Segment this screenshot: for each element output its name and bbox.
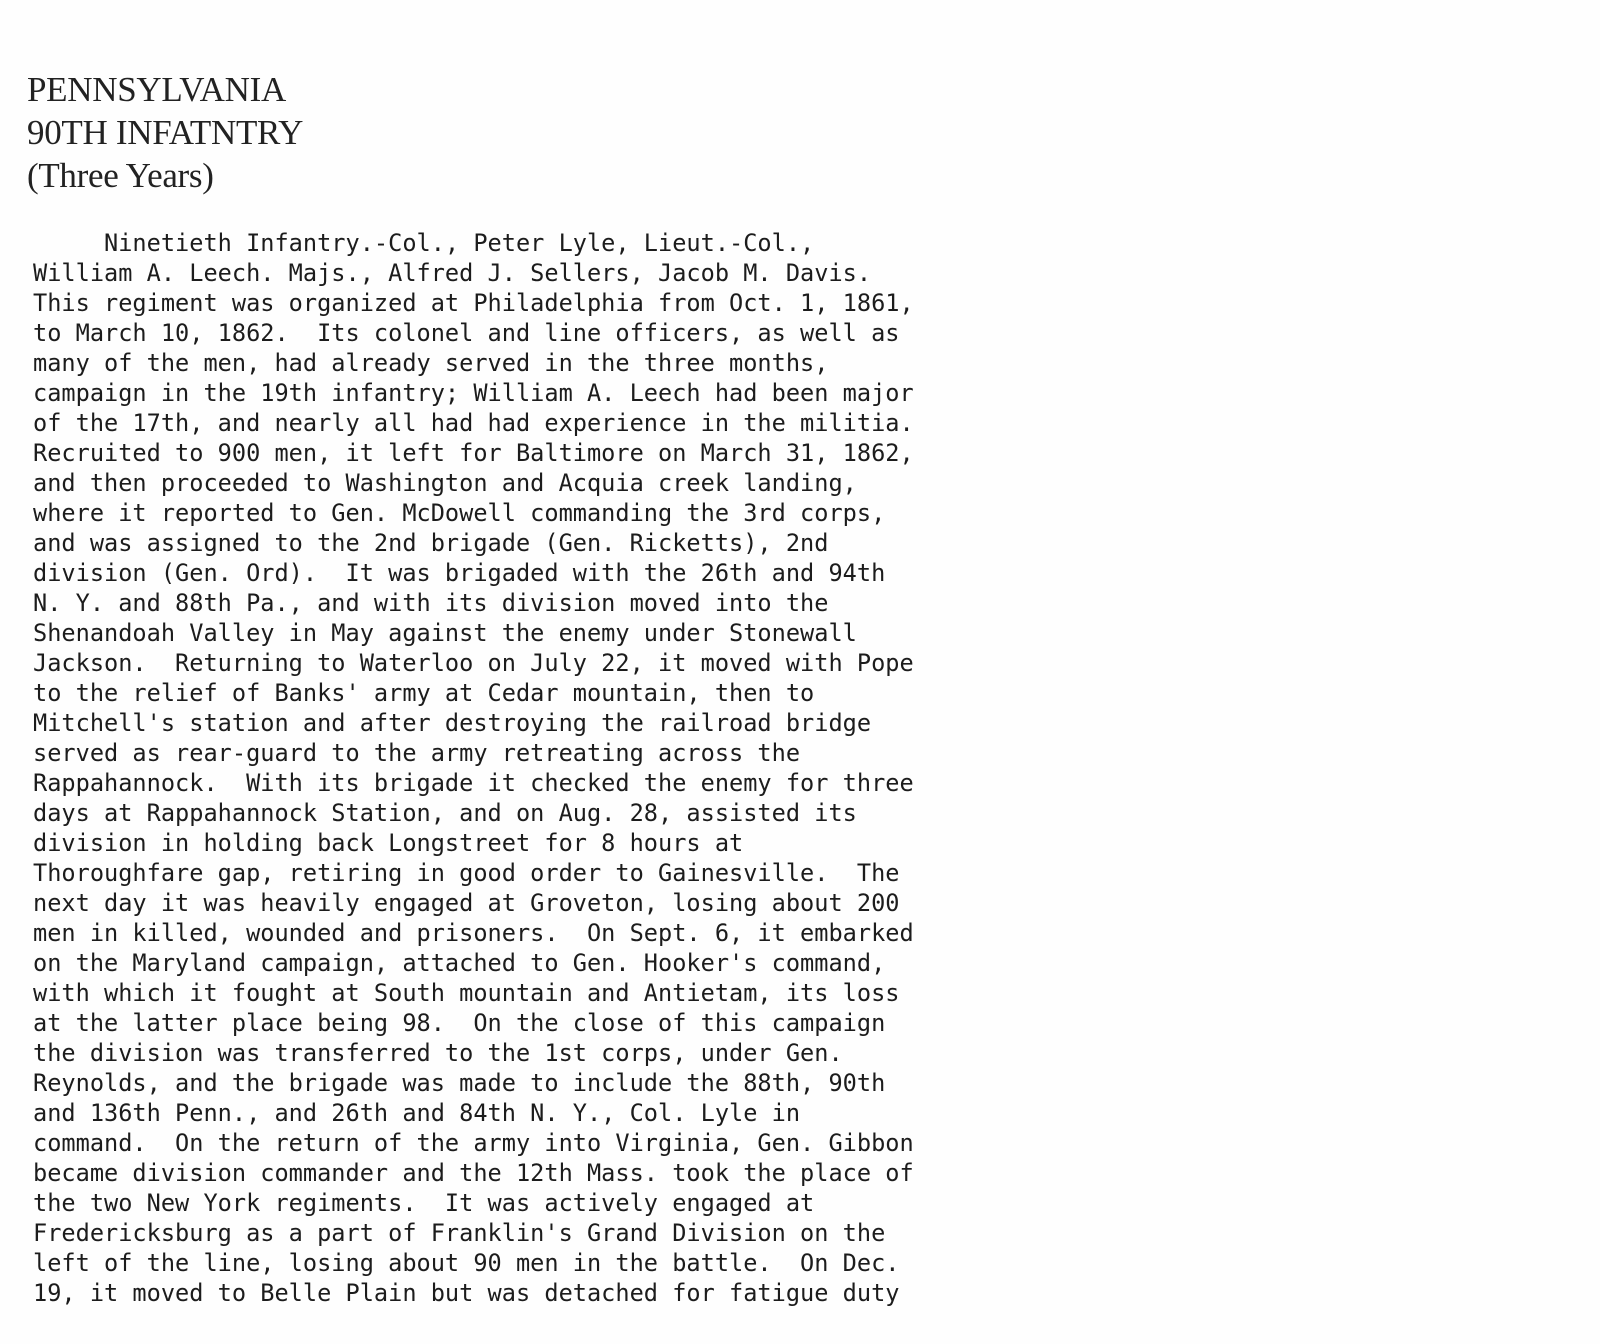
text-line: Shenandoah Valley in May against the enemy under Stonewall (33, 619, 857, 647)
regiment-history-text (33, 228, 953, 1308)
text-line: Thoroughfare gap, retiring in good order to Gainesville. The (33, 859, 900, 887)
document-header (27, 68, 303, 197)
unit-heading: 90TH INFATNTRY (27, 113, 304, 152)
text-line: the two New York regiments. It was actively engaged at (33, 1189, 815, 1217)
text-line: This regiment was organized at Philadelphia from Oct. 1, 1861, (33, 289, 914, 317)
text-line: at the latter place being 98. On the close of this campaign (33, 1009, 886, 1037)
text-line: and was assigned to the 2nd brigade (Gen. Ricketts), 2nd (33, 529, 829, 557)
term-heading: (Three Years) (27, 156, 214, 195)
text-line: and 136th Penn., and 26th and 84th N. Y., Col. Lyle in (33, 1099, 801, 1127)
text-line: and then proceeded to Washington and Acquia creek landing, (33, 469, 857, 497)
text-line: to the relief of Banks' army at Cedar mountain, then to (33, 679, 815, 707)
text-line: Jackson. Returning to Waterloo on July 22, it moved with Pope (33, 649, 914, 677)
text-line: Recruited to 900 men, it left for Baltimore on March 31, 1862, (33, 439, 914, 467)
text-line: Mitchell's station and after destroying the railroad bridge (33, 709, 872, 737)
text-line: N. Y. and 88th Pa., and with its division moved into the (33, 589, 829, 617)
text-line: became division commander and the 12th Mass. took the place of (33, 1159, 914, 1187)
text-line: served as rear-guard to the army retreating across the (33, 739, 801, 767)
text-line: the division was transferred to the 1st corps, under Gen. (33, 1039, 843, 1067)
text-line: next day it was heavily engaged at Groveton, losing about 200 (33, 889, 900, 917)
text-line: with which it fought at South mountain and Antietam, its loss (33, 979, 900, 1007)
text-line: left of the line, losing about 90 men in the battle. On Dec. (33, 1249, 900, 1277)
text-line: division (Gen. Ord). It was brigaded with the 26th and 94th (33, 559, 886, 587)
state-heading: PENNSYLVANIA (27, 70, 286, 109)
text-line: on the Maryland campaign, attached to Gen. Hooker's command, (33, 949, 886, 977)
text-line: of the 17th, and nearly all had had experience in the militia. (33, 409, 914, 437)
text-line: command. On the return of the army into Virginia, Gen. Gibbon (33, 1129, 914, 1157)
text-line: Fredericksburg as a part of Franklin's Grand Division on the (33, 1219, 886, 1247)
text-line: 19, it moved to Belle Plain but was detached for fatigue duty (33, 1279, 900, 1307)
text-line: Reynolds, and the brigade was made to include the 88th, 90th (33, 1069, 886, 1097)
text-line: many of the men, had already served in the three months, (33, 349, 829, 377)
text-line: Ninetieth Infantry.-Col., Peter Lyle, Lieut.-Col., (33, 229, 815, 257)
text-line: days at Rappahannock Station, and on Aug. 28, assisted its (33, 799, 857, 827)
text-line: William A. Leech. Majs., Alfred J. Sellers, Jacob M. Davis. (33, 259, 872, 287)
text-line: where it reported to Gen. McDowell commanding the 3rd corps, (33, 499, 886, 527)
text-line: campaign in the 19th infantry; William A. Leech had been major (33, 379, 914, 407)
text-line: men in killed, wounded and prisoners. On Sept. 6, it embarked (33, 919, 914, 947)
text-line: division in holding back Longstreet for 8 hours at (33, 829, 744, 857)
text-line: to March 10, 1862. Its colonel and line officers, as well as (33, 319, 900, 347)
text-line: Rappahannock. With its brigade it checked the enemy for three (33, 769, 914, 797)
